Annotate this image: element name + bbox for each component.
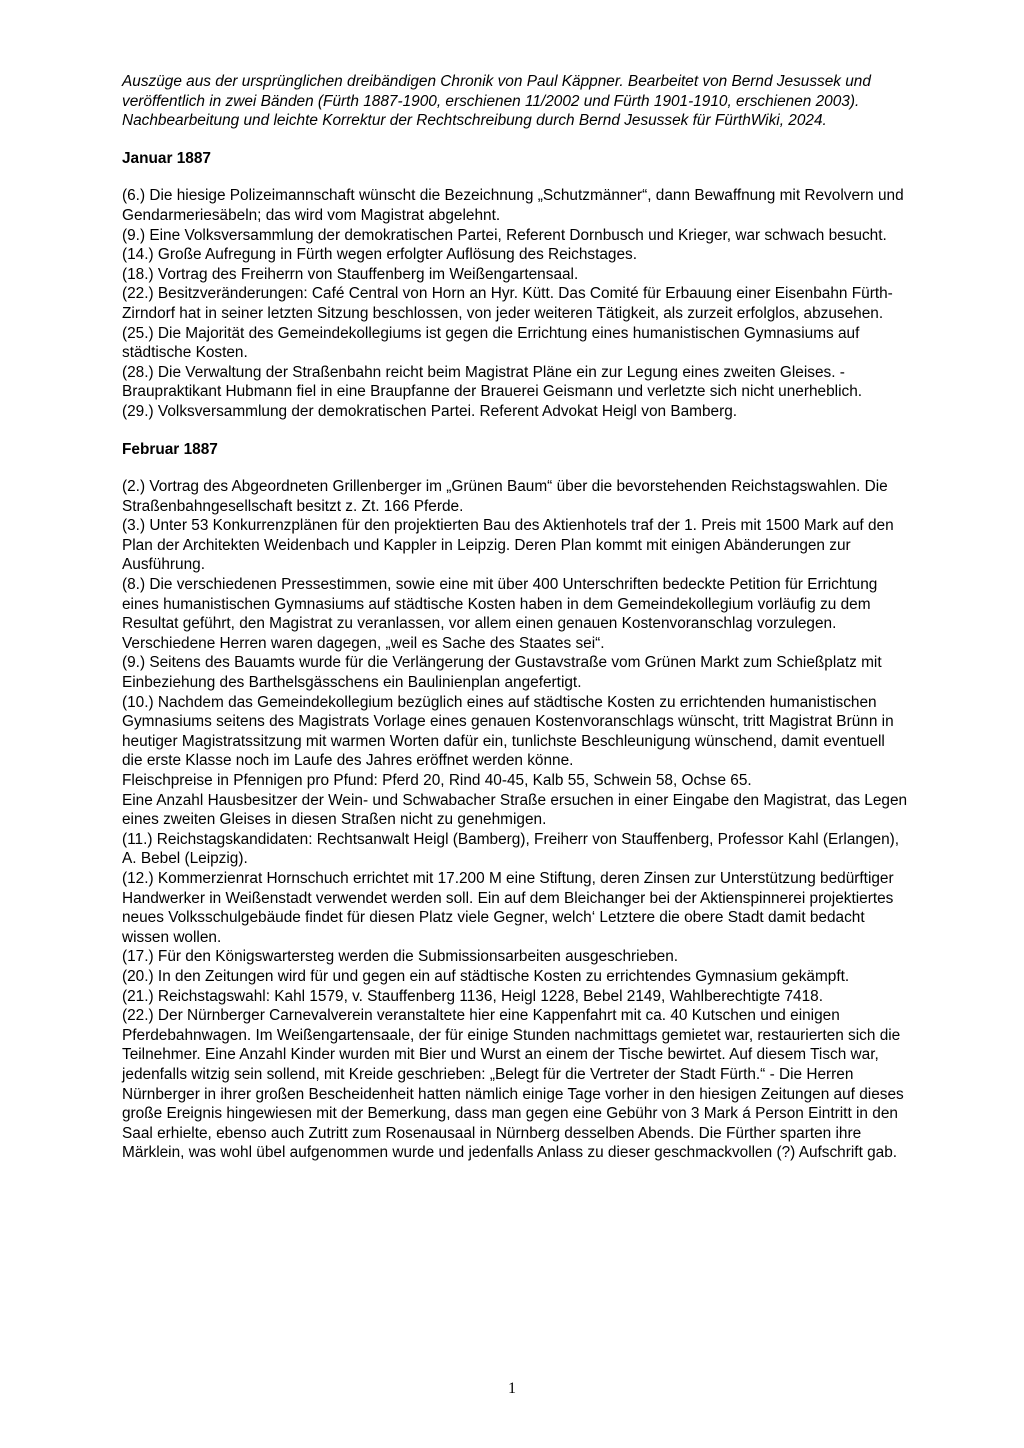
- chronicle-entry: (25.) Die Majorität des Gemeindekollegiums ist gegen die Errichtung eines humanistischen Gymnasiums auf städtische Kosten.: [122, 324, 860, 362]
- chronicle-entry: (18.) Vortrag des Freiherrn von Stauffenberg im Weißengartensaal.: [122, 265, 579, 283]
- chronicle-entry: (10.) Nachdem das Gemeindekollegium bezüglich eines auf städtische Kosten zu errichtenden humanistischen Gymnasiums seitens des Magistrats Vorlage eines genauen Kostenvoranschlags wünscht, tritt Magistrat Brünn in heutiger Magistratssitzung mit warmen Worten dafür ein, tunlichste Beschleunigung wünschend, damit eventuell die erste Klasse noch im Laufe des Jahres eröffnet werden könne.: [122, 693, 894, 770]
- intro-line: Auszüge aus der ursprünglichen dreibändigen Chronik von Paul Käppner. Bearbeitet von Bernd Jesussek und veröffentlich in zwei Bänden (Fürth 1887-1900, erschienen 11/2002 und Fürth 1901-1910, erschienen 2003).: [122, 73, 871, 110]
- chronicle-entry: Fleischpreise in Pfennigen pro Pfund: Pferd 20, Rind 40-45, Kalb 55, Schwein 58, Ochse 65.: [122, 772, 752, 789]
- chronicle-entry: (2.) Vortrag des Abgeordneten Grillenberger im „Grünen Baum“ über die bevorstehenden Reichstagswahlen. Die Straßenbahngesellschaft besitzt z. Zt. 166 Pferde.: [122, 478, 888, 515]
- month-heading: Februar 1887: [122, 440, 218, 458]
- entry-list: [122, 477, 908, 1163]
- chronicle-entry: (22.) Der Nürnberger Carnevalverein veranstaltete hier eine Kappenfahrt mit ca. 40 Kutschen und einigen Pferdebahnwagen. Im Weißengartensaale, der für einige Stunden nachmittags gemietet war, restaurierten sich die Teilnehmer. Eine Anzahl Kinder wurden mit Bier und Wurst an einem der Tische bewirtet. Auf diesem Tisch war, jedenfalls witzig sein sollend, mit Kreide geschrieben: „Belegt für die Vertreter der Stadt Fürth.“ - Die Herren Nürnberger in ihrer großen Bescheidenheit hatten nämlich einige Tage vorher in den hiesigen Zeitungen auf dieses große Ereignis hingewiesen mit der Bemerkung, dass man gegen eine Gebühr von 3 Mark á Person Eintritt in den Saal erhielte, ebenso auch Zutritt zum Rosenausaal in Nürnberg desselben Abends. Die Fürther sparten ihre Märklein, was wohl übel aufgenommen wurde und jedenfalls Anlass zu dieser geschmackvollen (?) Aufschrift gab.: [122, 1007, 904, 1162]
- chronicle-entry: (14.) Große Aufregung in Fürth wegen erfolgter Auflösung des Reichstages.: [122, 246, 638, 264]
- chronicle-entry: (29.) Volksversammlung der demokratischen Partei. Referent Advokat Heigl von Bamberg.: [122, 402, 738, 420]
- page-number: 1: [508, 1380, 516, 1397]
- entry-list: [122, 186, 908, 421]
- chronicle-entry: (3.) Unter 53 Konkurrenzplänen für den projektierten Bau des Aktienhotels traf der 1. Preis mit 1500 Mark auf den Plan der Architekten Weidenbach und Kappler in Leipzig. Deren Plan kommt mit einigen Abänderungen zur Ausführung.: [122, 517, 894, 574]
- month-heading: Januar 1887: [122, 149, 211, 167]
- chronicle-entry: (21.) Reichstagswahl: Kahl 1579, v. Stauffenberg 1136, Heigl 1228, Bebel 2149, Wahlberechtigte 7418.: [122, 987, 824, 1005]
- chronicle-entry: (12.) Kommerzienrat Hornschuch errichtet mit 17.200 M eine Stiftung, deren Zinsen zur Unterstützung bedürftiger Handwerker in Weißenstadt verwendet werden soll. Ein auf dem Bleichanger bei der Aktienspinnerei projektiertes neues Volksschulgebäude findet für diesen Platz viele Gegner, welch‘ Letztere die obere Stadt damit bedacht wissen wollen.: [122, 869, 894, 946]
- intro-note: [122, 72, 908, 131]
- chronicle-entry: Eine Anzahl Hausbesitzer der Wein- und Schwabacher Straße ersuchen in einer Eingabe den Magistrat, das Legen eines zweiten Gleises in diesen Straßen nicht zu genehmigen.: [122, 791, 908, 829]
- chronicle-entry: (8.) Die verschiedenen Pressestimmen, sowie eine mit über 400 Unterschriften bedeckte Petition für Errichtung eines humanistischen Gymnasiums auf städtische Kosten haben in dem Gemeindekollegium vorläufig zu dem Resultat geführt, den Magistrat zu veranlassen, vor allem einen genauen Kostenvoranschlag vorzulegen. Verschiedene Herren waren dagegen, „weil es Sache des Staates sei“.: [122, 576, 878, 652]
- chronicle-entry: (17.) Für den Königswartersteg werden die Submissionsarbeiten ausgeschrieben.: [122, 948, 679, 966]
- chronicle-entry: (9.) Seitens des Bauamts wurde für die Verlängerung der Gustavstraße vom Grünen Markt zum Schießplatz mit Einbeziehung des Barthelsgässchens ein Baulinienplan angefertigt.: [122, 654, 882, 692]
- document-page: [122, 72, 908, 1163]
- chronicle-entry: (28.) Die Verwaltung der Straßenbahn reicht beim Magistrat Pläne ein zur Legung eines zweiten Gleises. - Braupraktikant Hubmann fiel in eine Braupfanne der Brauerei Geismann und verletzte sich nicht unerheblich.: [122, 363, 863, 401]
- chronicle-entry: (6.) Die hiesige Polizeimannschaft wünscht die Bezeichnung „Schutzmänner“, dann Bewaffnung mit Revolvern und Gendarmeriesäbeln; das wird vom Magistrat abgelehnt.: [122, 187, 904, 224]
- intro-line: Nachbearbeitung und leichte Korrektur der Rechtschreibung durch Bernd Jesussek für FürthWiki, 2024.: [122, 112, 827, 130]
- chronicle-entry: (20.) In den Zeitungen wird für und gegen ein auf städtische Kosten zu errichtendes Gymnasium gekämpft.: [122, 967, 850, 985]
- chronicle-entry: (11.) Reichstagskandidaten: Rechtsanwalt Heigl (Bamberg), Freiherr von Stauffenberg, Professor Kahl (Erlangen), A. Bebel (Leipzig).: [122, 830, 900, 868]
- chronicle-entry: (9.) Eine Volksversammlung der demokratischen Partei, Referent Dornbusch und Krieger, war schwach besucht.: [122, 226, 887, 244]
- chronicle-entry: (22.) Besitzveränderungen: Café Central von Horn an Hyr. Kütt. Das Comité für Erbauung einer Eisenbahn Fürth-Zirndorf hat in seiner letzten Sitzung beschlossen, von jeder weiteren Tätigkeit, als zurzeit erfolglos, abzusehen.: [122, 285, 893, 322]
